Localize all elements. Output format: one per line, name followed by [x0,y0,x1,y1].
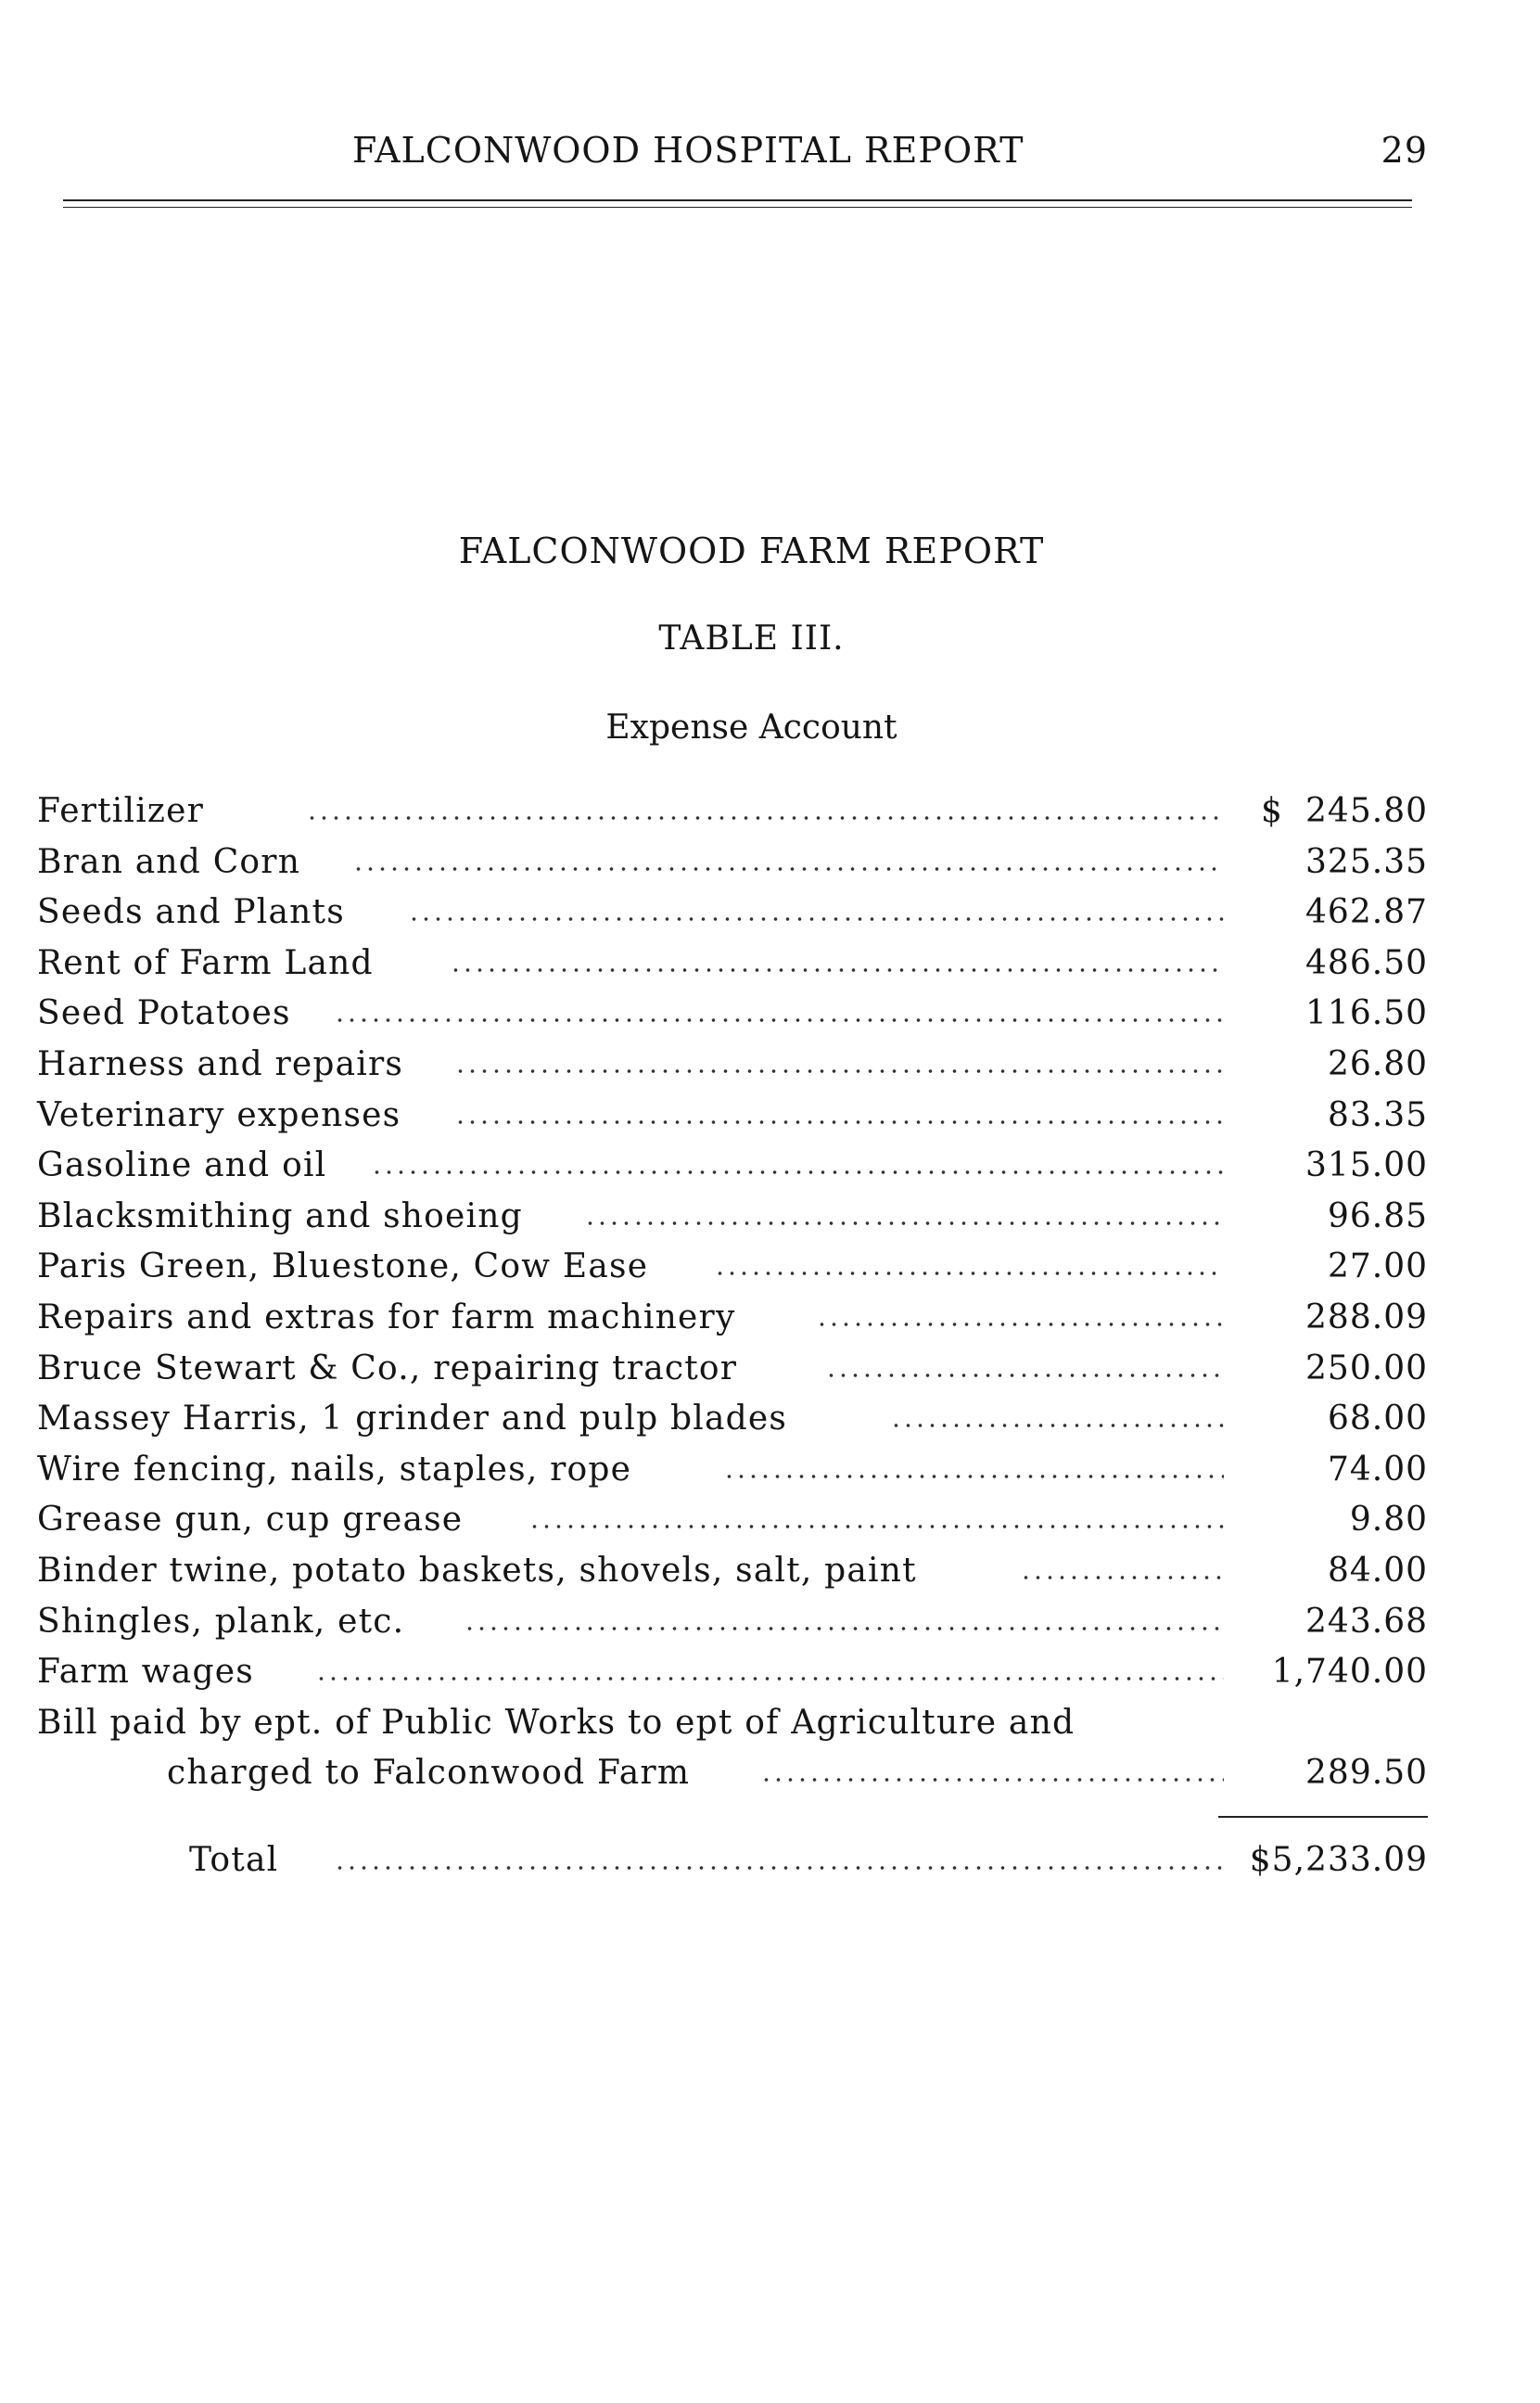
ledger-row [37,1647,1428,1698]
item-amount: 83.35 [1327,1095,1428,1134]
item-amount: 315.00 [1305,1146,1428,1185]
ledger-row [37,1091,1428,1142]
dot-leader [464,1625,1224,1632]
ledger-row [37,1597,1428,1648]
dot-leader [714,1270,1224,1277]
item-amount: 68.00 [1327,1400,1428,1438]
item-label: Gasoline and oil [37,1146,327,1185]
ledger-row [37,1242,1428,1293]
item-label: Seed Potatoes [37,994,291,1033]
dot-leader [454,1067,1224,1075]
item-label: Bill paid by ept. of Public Works to ept of Agriculture and [37,1703,1075,1742]
dot-leader [334,1016,1224,1024]
item-label: Massey Harris, 1 grinder and pulp blades [37,1400,788,1438]
dot-leader [352,865,1224,873]
item-amount: 325.35 [1305,842,1428,881]
item-label: Fertilizer [37,792,205,830]
item-amount: 74.00 [1327,1450,1428,1489]
item-label: Wire fencing, nails, staples, rope [37,1450,632,1489]
ledger-row [37,989,1428,1040]
item-label: Repairs and extras for farm machinery [37,1297,736,1336]
dot-leader [450,966,1224,974]
ledger-row [37,1293,1428,1344]
running-header [56,130,1428,182]
dot-leader [760,1776,1224,1783]
dot-leader [454,1118,1224,1126]
ledger-row [37,1141,1428,1192]
item-label: Bran and Corn [37,842,301,881]
running-title: FALCONWOOD HOSPITAL REPORT [352,130,1025,171]
dot-leader [528,1523,1224,1530]
item-amount: 289.50 [1305,1754,1428,1793]
dot-leader [816,1321,1224,1328]
item-amount: 26.80 [1327,1044,1428,1083]
dot-leader [371,1169,1224,1176]
ledger-row [37,939,1428,990]
item-label: Rent of Farm Land [37,943,374,982]
item-amount: $ 245.80 [1261,786,1428,837]
dot-leader [825,1372,1224,1379]
item-amount: 486.50 [1305,943,1428,982]
ledger-row [37,1394,1428,1445]
item-label: Harness and repairs [37,1044,404,1083]
item-amount: 1,740.00 [1271,1653,1428,1692]
header-rule [63,199,1412,201]
item-label: Bruce Stewart & Co., repairing tractor [37,1348,738,1387]
ledger-row [37,837,1428,888]
expense-ledger [37,786,1428,1799]
item-amount: 288.09 [1305,1297,1428,1336]
item-label: Blacksmithing and shoeing [37,1196,523,1235]
header-rule-thin [63,207,1412,208]
item-amount: 27.00 [1327,1247,1428,1286]
ledger-row [37,1698,1428,1799]
total-row [37,1833,1428,1888]
dot-leader [334,1864,1224,1872]
ledger-row [37,888,1428,939]
item-amount: 116.50 [1305,994,1428,1033]
item-label: Paris Green, Bluestone, Cow Ease [37,1247,649,1286]
item-label: Binder twine, potato baskets, shovels, salt, paint [37,1551,917,1590]
item-label: Seeds and Plants [37,893,345,932]
item-amount: 84.00 [1327,1551,1428,1590]
item-label: Veterinary expenses [37,1095,401,1134]
dot-leader [723,1473,1224,1480]
dot-leader [584,1220,1224,1227]
page-number: 29 [1381,130,1428,171]
ledger-row [37,1445,1428,1496]
dot-leader [890,1422,1224,1429]
report-title: FALCONWOOD FARM REPORT [458,530,1045,571]
ledger-row [37,1546,1428,1597]
dot-leader [306,814,1224,822]
dot-leader [408,915,1224,923]
item-amount: 96.85 [1327,1196,1428,1235]
total-amount: $5,233.09 [1249,1841,1428,1879]
item-label-continuation: charged to Falconwood Farm [167,1754,691,1793]
ledger-row [37,786,1428,837]
ledger-row [37,1192,1428,1243]
dot-leader [315,1675,1224,1682]
item-amount: 250.00 [1305,1348,1428,1387]
item-label: Shingles, plank, etc. [37,1602,405,1641]
item-amount: 9.80 [1349,1501,1428,1540]
dot-leader [1020,1574,1224,1581]
ledger-row [37,1344,1428,1395]
dollar-sign: $ [1261,792,1283,830]
total-rule [1218,1816,1428,1818]
total-label: Total [189,1841,279,1879]
item-label: Grease gun, cup grease [37,1501,464,1540]
account-label: Expense Account [605,709,897,747]
item-label: Farm wages [37,1653,254,1692]
ledger-row [37,1495,1428,1546]
table-label: TABLE III. [658,620,845,658]
item-amount: 462.87 [1305,893,1428,932]
ledger-row [37,1040,1428,1091]
item-amount: 243.68 [1305,1602,1428,1641]
